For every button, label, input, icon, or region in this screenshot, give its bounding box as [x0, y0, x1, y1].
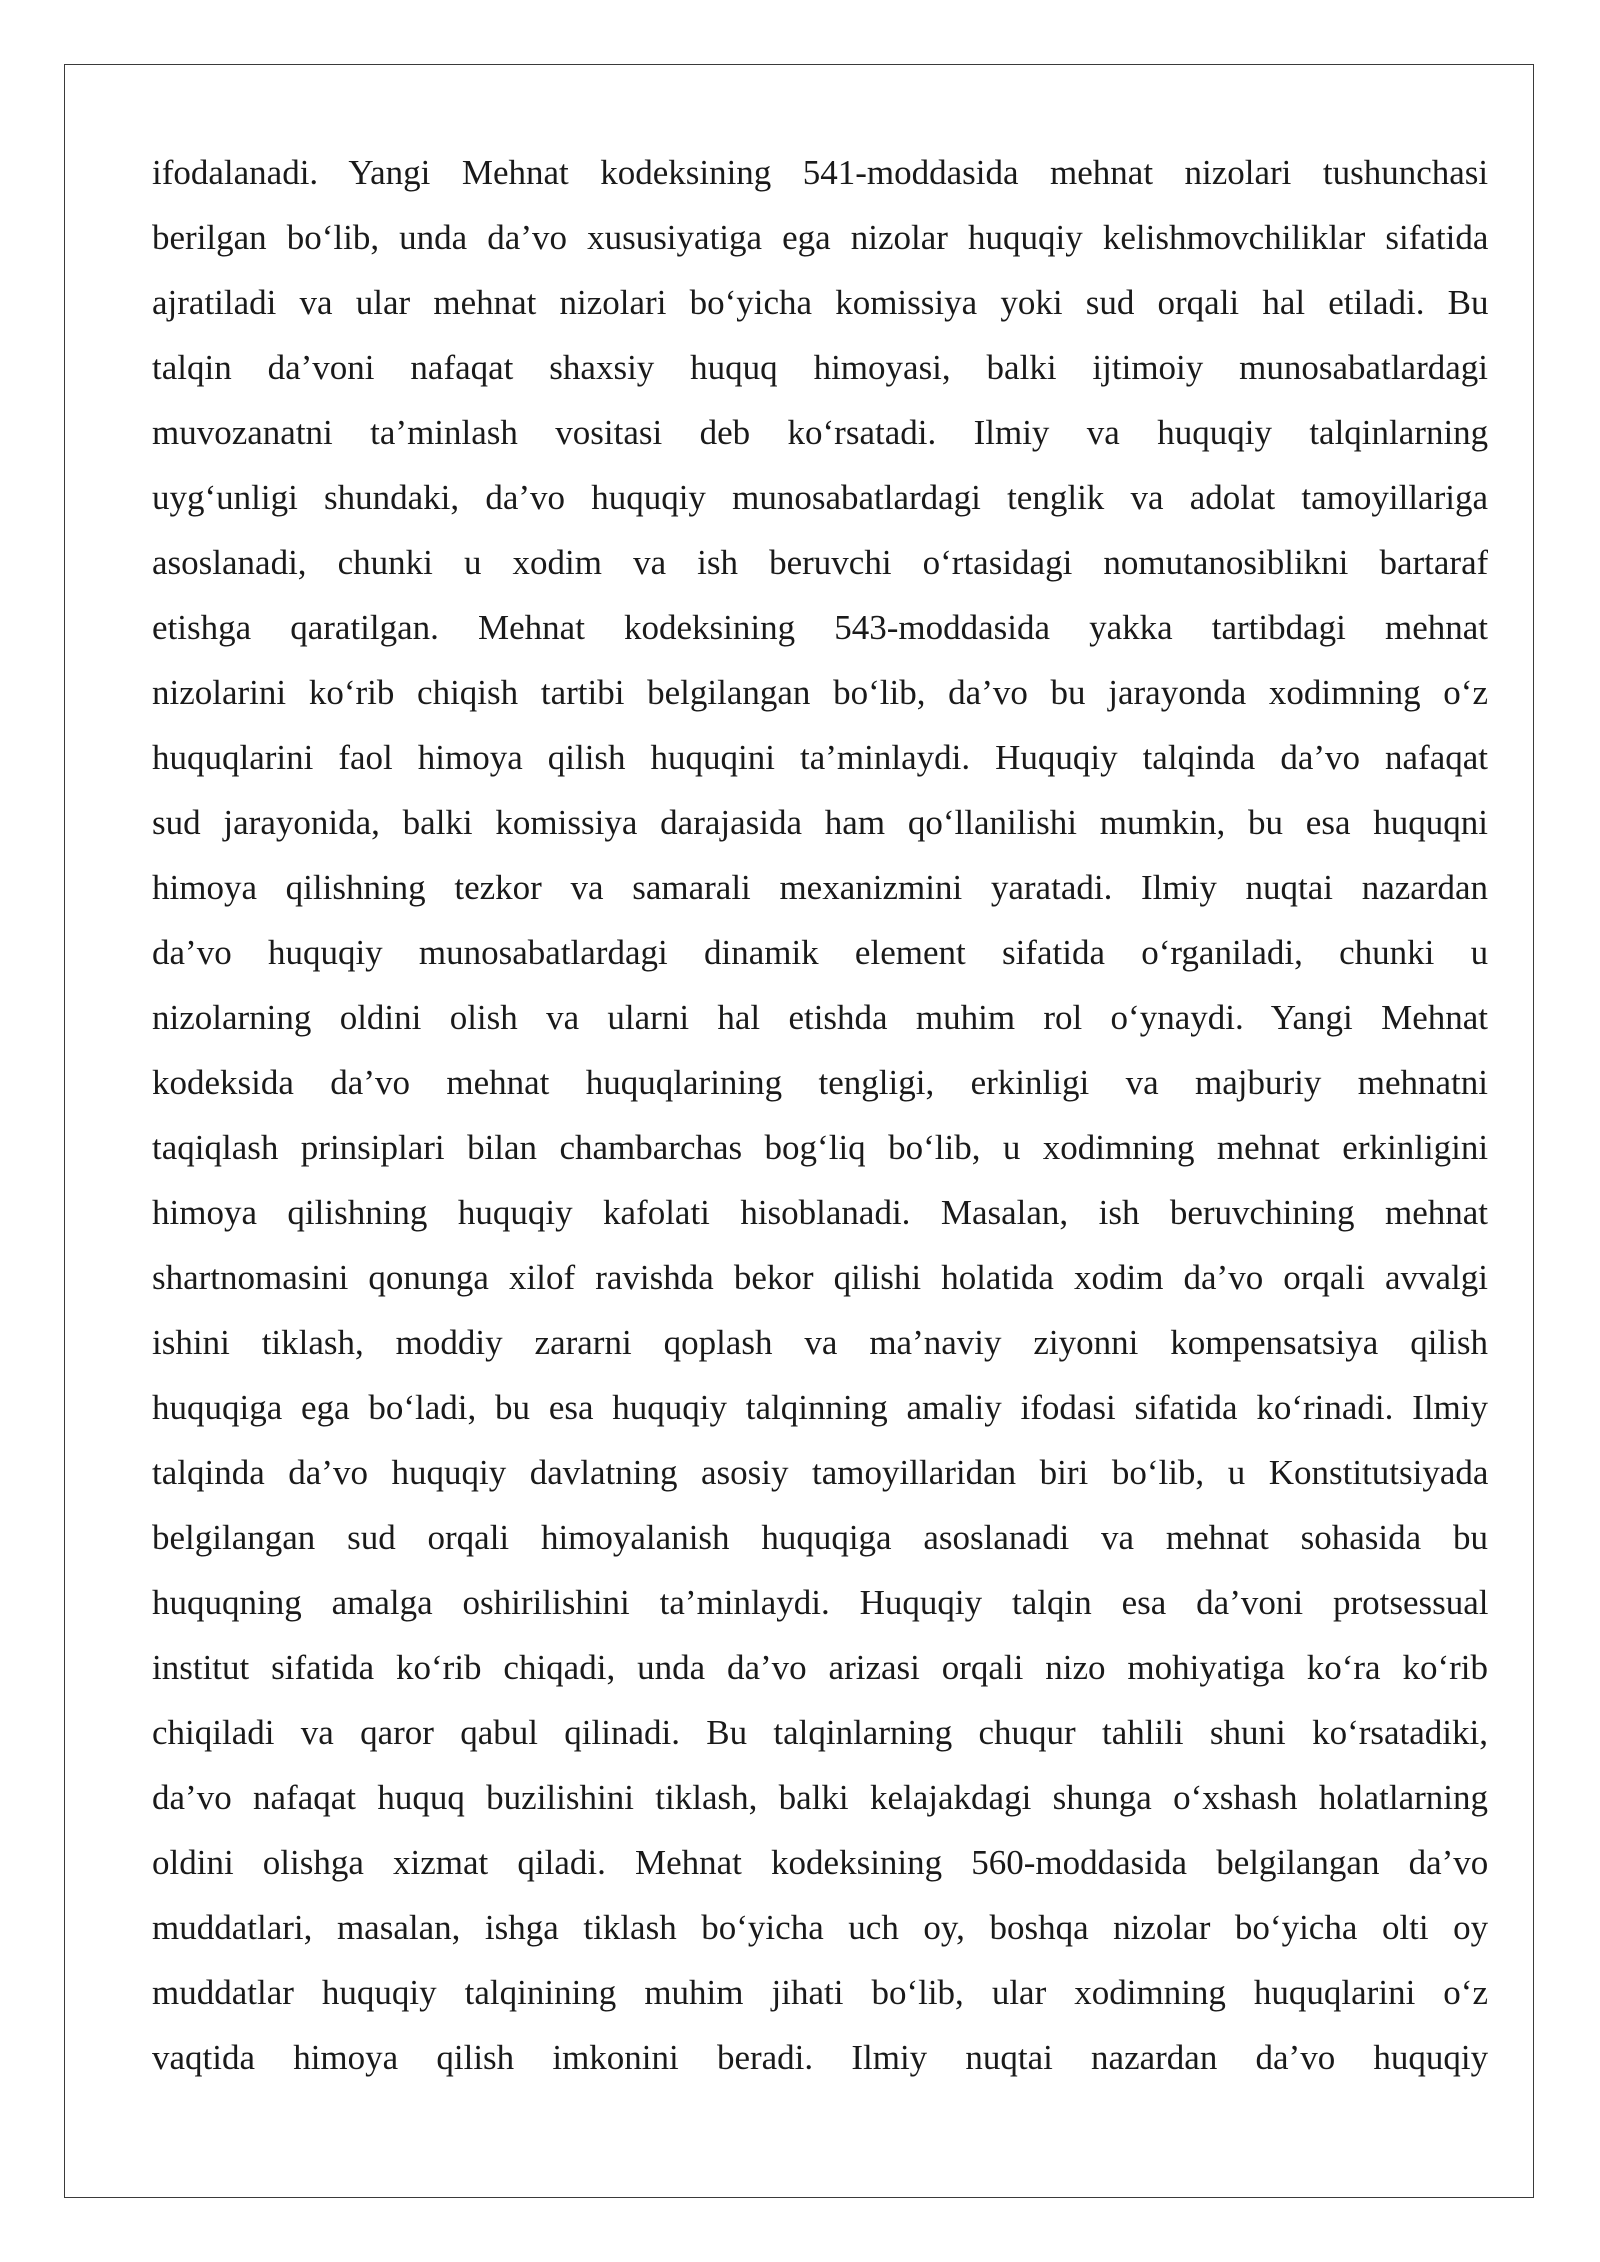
text-line: etishga qaratilgan. Mehnat kodeksining 543-moddasida yakka tartibdagi mehnat: [152, 608, 1488, 647]
text-line: da’vo nafaqat huquq buzilishini tiklash, balki kelajakdagi shunga o‘xshash holatlarning: [152, 1778, 1488, 1817]
text-line: muvozanatni ta’minlash vositasi deb ko‘rsatadi. Ilmiy va huquqiy talqinlarning: [152, 413, 1488, 452]
text-line: da’vo huquqiy munosabatlardagi dinamik element sifatida o‘rganiladi, chunki u: [152, 933, 1488, 972]
text-line: vaqtida himoya qilish imkonini beradi. Ilmiy nuqtai nazardan da’vo huquqiy: [152, 2038, 1488, 2077]
text-line: institut sifatida ko‘rib chiqadi, unda da’vo arizasi orqali nizo mohiyatiga ko‘ra ko‘rib: [152, 1648, 1488, 1687]
text-line: talqinda da’vo huquqiy davlatning asosiy tamoyillaridan biri bo‘lib, u Konstitutsiyada: [152, 1453, 1488, 1492]
text-line: oldini olishga xizmat qiladi. Mehnat kodeksining 560-moddasida belgilangan da’vo: [152, 1843, 1488, 1882]
text-line: belgilangan sud orqali himoyalanish huquqiga asoslanadi va mehnat sohasida bu: [152, 1518, 1488, 1557]
text-line: sud jarayonida, balki komissiya darajasida ham qo‘llanilishi mumkin, bu esa huquqni: [152, 803, 1488, 842]
text-line: asoslanadi, chunki u xodim va ish beruvchi o‘rtasidagi nomutanosiblikni bartaraf: [152, 543, 1488, 582]
text-line: himoya qilishning huquqiy kafolati hisoblanadi. Masalan, ish beruvchining mehnat: [152, 1193, 1488, 1232]
text-line: uyg‘unligi shundaki, da’vo huquqiy munosabatlardagi tenglik va adolat tamoyillariga: [152, 478, 1488, 517]
text-line: muddatlari, masalan, ishga tiklash bo‘yicha uch oy, boshqa nizolar bo‘yicha olti oy: [152, 1908, 1488, 1947]
text-line: taqiqlash prinsiplari bilan chambarchas bog‘liq bo‘lib, u xodimning mehnat erkinligini: [152, 1128, 1488, 1167]
text-line: ifodalanadi. Yangi Mehnat kodeksining 541-moddasida mehnat nizolari tushunchasi: [152, 153, 1488, 192]
text-line: huquqning amalga oshirilishini ta’minlaydi. Huquqiy talqin esa da’voni protsessual: [152, 1583, 1488, 1622]
text-line: muddatlar huquqiy talqinining muhim jihati bo‘lib, ular xodimning huquqlarini o‘z: [152, 1973, 1488, 2012]
text-line: nizolarini ko‘rib chiqish tartibi belgilangan bo‘lib, da’vo bu jarayonda xodimning o‘z: [152, 673, 1488, 712]
text-line: talqin da’voni nafaqat shaxsiy huquq himoyasi, balki ijtimoiy munosabatlardagi: [152, 348, 1488, 387]
text-line: huquqiga ega bo‘ladi, bu esa huquqiy talqinning amaliy ifodasi sifatida ko‘rinadi. Ilmiy: [152, 1388, 1488, 1427]
text-line: ishini tiklash, moddiy zararni qoplash va ma’naviy ziyonni kompensatsiya qilish: [152, 1323, 1488, 1362]
text-line: ajratiladi va ular mehnat nizolari bo‘yicha komissiya yoki sud orqali hal etiladi. Bu: [152, 283, 1488, 322]
body-paragraph: [152, 140, 1488, 2090]
text-line: kodeksida da’vo mehnat huquqlarining tengligi, erkinligi va majburiy mehnatni: [152, 1063, 1488, 1102]
text-line: nizolarning oldini olish va ularni hal etishda muhim rol o‘ynaydi. Yangi Mehnat: [152, 998, 1488, 1037]
text-line: chiqiladi va qaror qabul qilinadi. Bu talqinlarning chuqur tahlili shuni ko‘rsatadiki,: [152, 1713, 1488, 1752]
text-line: huquqlarini faol himoya qilish huquqini ta’minlaydi. Huquqiy talqinda da’vo nafaqat: [152, 738, 1488, 777]
text-line: shartnomasini qonunga xilof ravishda bekor qilishi holatida xodim da’vo orqali avvalgi: [152, 1258, 1488, 1297]
text-line: himoya qilishning tezkor va samarali mexanizmini yaratadi. Ilmiy nuqtai nazardan: [152, 868, 1488, 907]
text-line: berilgan bo‘lib, unda da’vo xususiyatiga ega nizolar huquqiy kelishmovchiliklar sifatida: [152, 218, 1488, 257]
